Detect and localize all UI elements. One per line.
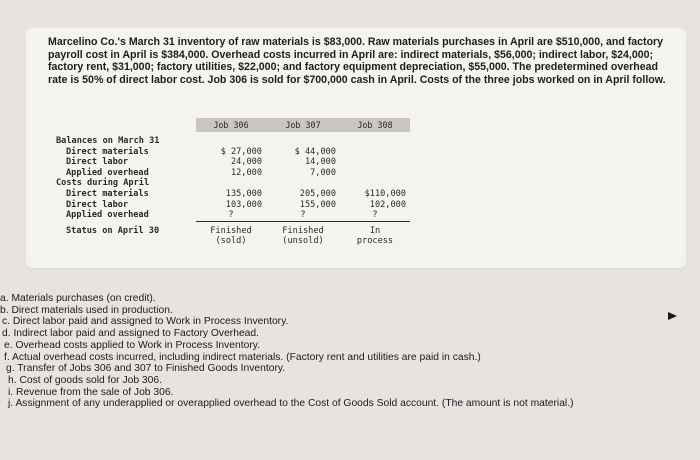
- list-item: e. Overhead costs applied to Work in Process Inventory.: [4, 339, 261, 351]
- cell: $110,000: [364, 188, 406, 199]
- header-job-307: Job 307: [266, 118, 340, 132]
- cell: [340, 136, 410, 147]
- table-row: [52, 178, 410, 189]
- list-item: a. Materials purchases (on credit).: [0, 293, 156, 304]
- cell: [340, 178, 410, 189]
- cell: [266, 178, 340, 189]
- list-item: i. Revenue from the sale of Job 306.: [8, 386, 174, 398]
- table-row: [52, 236, 410, 247]
- cell: [340, 168, 410, 179]
- cell: process: [356, 236, 394, 247]
- cell: 12,000: [230, 167, 262, 178]
- cell: [340, 157, 410, 168]
- cell: Finished: [210, 225, 252, 236]
- table-row: [52, 210, 410, 221]
- row-label: Direct materials: [66, 146, 149, 157]
- header-job-308: Job 308: [340, 118, 410, 132]
- cell: $ 44,000: [294, 146, 336, 157]
- cell: 103,000: [225, 199, 262, 210]
- table-row: [52, 147, 410, 158]
- table-row: [52, 189, 410, 200]
- cell: $ 27,000: [220, 146, 262, 157]
- row-label: Direct labor: [66, 157, 129, 168]
- cell: In: [369, 225, 381, 236]
- problem-intro: Marcelino Co.'s March 31 inventory of raw materials is $83,000. Raw materials purchases in April are $510,000, and factory payroll cost in April is $384,000. Overhead costs incurred in April are: indirect materials, $56,000; indirect labor, $24,000; factory rent, $31,000; factory utilities, $22,000; and factory equipment depreciation, $55,000. The predetermined overhead rate is 50% of direct labor cost. Job 306 is sold for $700,000 cash in April. Costs of the three jobs worked on in April follow.: [48, 36, 666, 86]
- cell: [196, 136, 266, 147]
- job-cost-table: [52, 118, 410, 247]
- cell: 102,000: [369, 199, 406, 210]
- cell: 205,000: [299, 188, 336, 199]
- cell: 155,000: [299, 199, 336, 210]
- header-job-306: Job 306: [196, 118, 266, 132]
- row-label: Applied overhead: [66, 210, 149, 221]
- cell: (sold): [215, 236, 247, 247]
- list-item: f. Actual overhead costs incurred, including indirect materials. (Factory rent and utilities are paid in cash.): [4, 351, 481, 363]
- list-item: b. Direct materials used in production.: [0, 304, 173, 316]
- list-item: c. Direct labor paid and assigned to Work in Process Inventory.: [2, 316, 289, 328]
- table-row: [52, 136, 410, 147]
- transaction-list: [0, 293, 700, 410]
- cell: 14,000: [304, 157, 336, 168]
- cell: [340, 147, 410, 158]
- row-label: Applied overhead: [66, 167, 149, 178]
- header-blank: [52, 118, 196, 132]
- row-label: Direct materials: [66, 188, 149, 199]
- table-row: [52, 168, 410, 179]
- row-label: Status on April 30: [66, 225, 160, 236]
- row-label: [52, 236, 196, 247]
- table-row: [52, 226, 410, 237]
- cell: (unsold): [282, 236, 324, 247]
- table-row: [52, 200, 410, 211]
- cell: 7,000: [310, 167, 336, 178]
- cell: Finished: [282, 225, 324, 236]
- table-row: [52, 157, 410, 168]
- row-label: Costs during April: [56, 178, 150, 189]
- cell: 135,000: [225, 188, 262, 199]
- cell: 24,000: [230, 157, 262, 168]
- list-item: d. Indirect labor paid and assigned to Factory Overhead.: [2, 328, 259, 340]
- row-label: Direct labor: [66, 199, 129, 210]
- list-item: g. Transfer of Jobs 306 and 307 to Finished Goods Inventory.: [6, 363, 286, 375]
- cell: ?: [340, 210, 410, 221]
- cell: ?: [266, 210, 340, 221]
- list-item: j. Assignment of any underapplied or overapplied overhead to the Cost of Goods Sold account. (The amount is not material.): [8, 398, 574, 410]
- cell: ?: [196, 210, 266, 221]
- table-header-row: [52, 118, 410, 132]
- row-label: Balances on March 31: [56, 136, 160, 146]
- list-item: h. Cost of goods sold for Job 306.: [8, 374, 162, 386]
- cell: [196, 178, 266, 189]
- cell: [266, 136, 340, 147]
